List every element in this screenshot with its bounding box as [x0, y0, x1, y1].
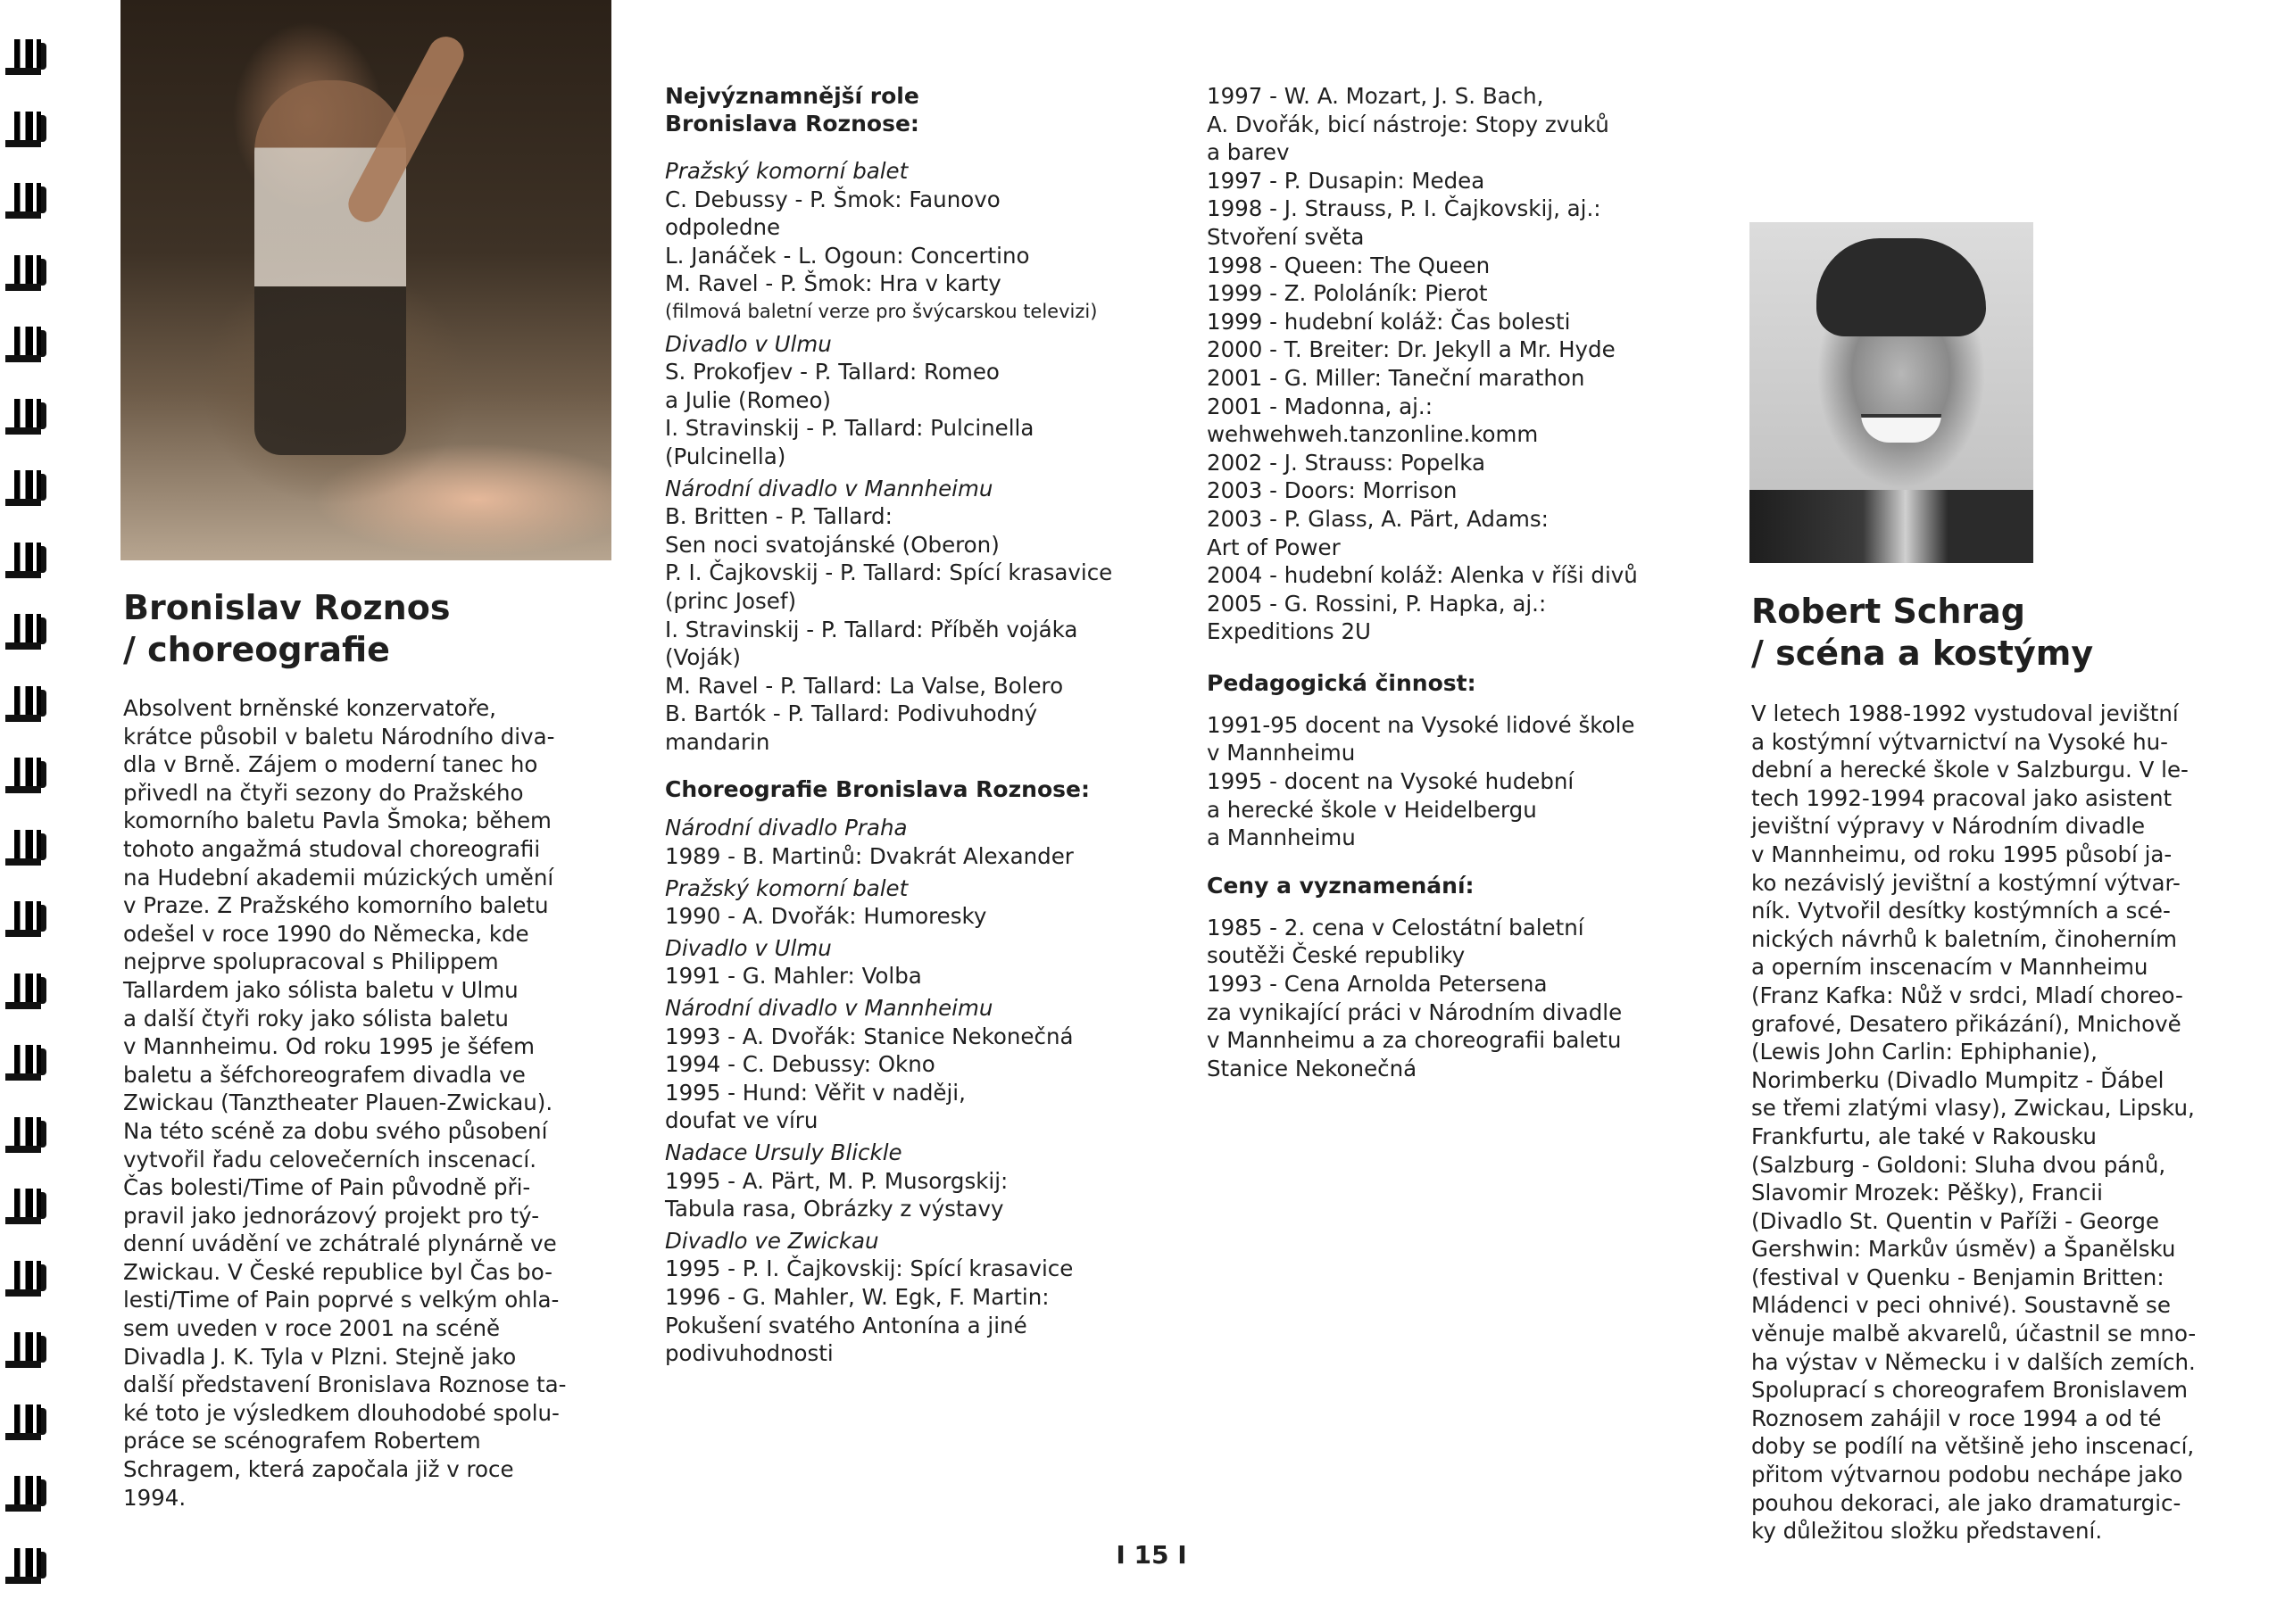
work-line: P. I. Čajkovskij - P. Tallard: Spící krasavice: [665, 559, 1113, 586]
ring-lip: [5, 930, 41, 937]
list-line: 2003 - Doors: Morrison: [1207, 477, 1458, 504]
venue-name: Divadlo v Ulmu: [665, 330, 832, 357]
work-line: L. Janáček - L. Ogoun: Concertino: [665, 242, 1030, 269]
ring-lip: [5, 427, 41, 435]
bio-line: v Mannheimu. Od roku 1995 je šéfem: [123, 1033, 535, 1060]
list-block: [1207, 914, 1638, 1083]
right-heading-name: Robert Schrag: [1751, 592, 2026, 631]
ring-tail: [41, 1408, 46, 1435]
work-line: odpoledne: [665, 214, 781, 241]
ring-tail: [41, 1264, 46, 1291]
venue-group: [665, 157, 1112, 327]
section-heading-line: Nejvýznamnější role: [665, 83, 919, 109]
work-line: 1995 - P. I. Čajkovskij: Spící krasavice: [665, 1255, 1074, 1282]
work-line: 1993 - A. Dvořák: Stanice Nekonečná: [665, 1023, 1074, 1049]
section-heading: Pedagogická činnost:: [1207, 669, 1476, 696]
bio-line: Schragem, která započala již v roce: [123, 1456, 514, 1483]
binding-ring: [5, 1041, 52, 1084]
work-line: mandarin: [665, 728, 770, 755]
dancer-photo: [120, 0, 611, 560]
list-line: 1985 - 2. cena v Celostátní baletní: [1207, 914, 1584, 940]
bio-line: Roznosem zahájil v roce 1994 a od té: [1751, 1404, 2162, 1431]
ring-tail: [41, 330, 46, 357]
section-heading: Ceny a vyznamenání:: [1207, 872, 1475, 899]
bio-line: vytvořil řadu celovečerních inscenací.: [123, 1146, 536, 1172]
binding-ring: [5, 252, 52, 294]
binding-ring: [5, 395, 52, 438]
bio-line: Slavomir Mrozek: Pěšky), Francii: [1751, 1180, 2103, 1206]
section-heading-line: Bronislava Roznose:: [665, 111, 919, 137]
ring-tail: [41, 761, 46, 788]
ring-lip: [5, 355, 41, 362]
bio-line: Mládenci v peci ohnivé). Soustavně se: [1751, 1292, 2171, 1319]
binding-ring: [5, 754, 52, 797]
bio-line: a kostýmní výtvarnictví na Vysoké hu-: [1751, 728, 2168, 755]
work-line: 1989 - B. Martinů: Dvakrát Alexander: [665, 843, 1074, 870]
bio-line: (Lewis John Carlin: Ephiphanie),: [1751, 1039, 2098, 1065]
list-line: 1997 - W. A. Mozart, J. S. Bach,: [1207, 83, 1544, 109]
binding-ring: [5, 898, 52, 940]
work-line: B. Britten - P. Tallard:: [665, 503, 893, 530]
list-line: Stvoření světa: [1207, 223, 1365, 250]
work-line: Pokušení svatého Antonína a jiné: [665, 1312, 1027, 1338]
bio-line: v Praze. Z Pražského komorního baletu: [123, 892, 549, 919]
bio-line: tech 1992-1994 pracoval jako asistent: [1751, 784, 2173, 811]
ring-lip: [5, 1504, 41, 1512]
ring-lip: [5, 642, 41, 650]
work-line: doufat ve víru: [665, 1107, 818, 1134]
bio-line: Čas bolesti/Time of Pain původně při-: [123, 1174, 531, 1201]
ring-tail: [41, 690, 46, 717]
bio-line: Zwickau. V České republice byl Čas bo-: [123, 1258, 553, 1285]
bio-line: doby se podílí na většině jeho inscenací,: [1751, 1433, 2195, 1460]
bio-line: (Salzburg - Goldoni: Sluha dvou pánů,: [1751, 1151, 2166, 1178]
binding-ring: [5, 826, 52, 869]
bio-line: Na této scéně za dobu svého působení: [123, 1117, 548, 1144]
bio-line: 1994.: [123, 1484, 187, 1511]
venue-name: Národní divadlo Praha: [665, 815, 908, 841]
work-note: (filmová baletní verze pro švýcarskou televizi): [665, 300, 1098, 322]
bio-line: ké toto je výsledkem dlouhodobé spolu-: [123, 1399, 560, 1426]
binding-ring: [5, 970, 52, 1013]
page-number: I 15 I: [1116, 1540, 1187, 1570]
bio-line: v Mannheimu, od roku 1995 působí ja-: [1751, 841, 2173, 867]
ring-tail: [41, 833, 46, 860]
bio-line: jevištní výpravy v Národním divadle: [1751, 813, 2146, 840]
ring-lip: [5, 786, 41, 793]
list-line: a Mannheimu: [1207, 824, 1356, 851]
bio-line: na Hudební akademii múzických umění: [123, 864, 554, 891]
ring-tail: [41, 186, 46, 213]
bio-line: se třemi zlatými vlasy), Zwickau, Lipsku,: [1751, 1095, 2195, 1122]
venue-group: [665, 994, 1112, 1135]
bio-line: přivedl na čtyři sezony do Pražského: [123, 779, 524, 806]
work-line: (Pulcinella): [665, 443, 786, 469]
venue-group: [665, 1227, 1112, 1368]
ring-tail: [41, 474, 46, 501]
list-line: a barev: [1207, 139, 1290, 166]
work-line: (Voják): [665, 644, 741, 671]
bio-line: baletu a šéfchoreografem divadla ve: [123, 1061, 526, 1088]
bio-line: pouhou dekoraci, ale jako dramaturgic-: [1751, 1489, 2181, 1516]
venue-group: [665, 874, 1112, 931]
binding-ring: [5, 539, 52, 582]
binding-ring: [5, 1257, 52, 1300]
bio-line: další představení Bronislava Roznose ta-: [123, 1371, 567, 1398]
ring-lip: [5, 1073, 41, 1081]
list-line: Art of Power: [1207, 534, 1341, 560]
ring-lip: [5, 211, 41, 219]
section-heading: [665, 82, 1112, 137]
list-line: 1999 - hudební koláž: Čas bolesti: [1207, 308, 1571, 335]
left-heading-name: Bronislav Roznos: [123, 588, 451, 627]
bio-line: a operním inscenacím v Mannheimu: [1751, 954, 2148, 981]
bio-line: Tallardem jako sólista baletu v Ulmu: [123, 976, 519, 1003]
ring-lip: [5, 1289, 41, 1297]
work-line: 1995 - Hund: Věřit v naději,: [665, 1079, 966, 1106]
ring-tail: [41, 1048, 46, 1075]
binding-ring: [5, 323, 52, 366]
ring-tail: [41, 1336, 46, 1363]
list-line: 1998 - Queen: The Queen: [1207, 252, 1491, 278]
bio-line: denní uvádění ve zchátralé plynárně ve: [123, 1230, 557, 1257]
venue-group: [665, 475, 1112, 757]
ring-lip: [5, 1433, 41, 1440]
right-bio: [1751, 700, 2196, 1545]
list-line: 2001 - Madonna, aj.:: [1207, 393, 1433, 419]
bio-line: přitom výtvarnou podobu nechápe jako: [1751, 1462, 2183, 1488]
list-line: 1993 - Cena Arnolda Petersena: [1207, 971, 1548, 998]
bio-line: Absolvent brněnské konzervatoře,: [123, 695, 496, 721]
ring-lip: [5, 1361, 41, 1368]
bio-line: Zwickau (Tanztheater Plauen-Zwickau).: [123, 1090, 553, 1116]
binding-ring: [5, 1329, 52, 1371]
bio-line: komorního baletu Pavla Šmoka; během: [123, 808, 552, 834]
list-line: 1995 - docent na Vysoké hudební: [1207, 768, 1575, 795]
bio-line: Spoluprací s choreografem Bronislavem: [1751, 1377, 2188, 1404]
bio-line: a další čtyři roky jako sólista baletu: [123, 1005, 509, 1032]
portrait-smile: [1861, 414, 1941, 443]
list-line: wehwehweh.tanzonline.komm: [1207, 421, 1539, 448]
binding-ring: [5, 1114, 52, 1156]
bio-line: dební a herecké škole v Salzburgu. V le-: [1751, 757, 2189, 783]
bio-line: tohoto angažmá studoval choreografii: [123, 835, 541, 862]
portrait-hair: [1816, 238, 1986, 336]
work-line: I. Stravinskij - P. Tallard: Příběh vojáka: [665, 616, 1078, 642]
binding-ring: [5, 1472, 52, 1515]
list-line: Stanice Nekonečná: [1207, 1055, 1417, 1081]
venue-group: [665, 934, 1112, 990]
work-line: (princ Josef): [665, 587, 797, 614]
venue-name: Národní divadlo v Mannheimu: [665, 995, 993, 1022]
ring-lip: [5, 1146, 41, 1153]
binding-ring: [5, 610, 52, 653]
venue-name: Divadlo v Ulmu: [665, 934, 832, 961]
bio-line: Norimberku (Divadlo Mumpitz - Ďábel: [1751, 1066, 2165, 1093]
list-line: 2001 - G. Miller: Taneční marathon: [1207, 364, 1585, 391]
binding-ring: [5, 467, 52, 510]
ring-tail: [41, 1192, 46, 1219]
bio-line: pravil jako jednorázový projekt pro tý-: [123, 1202, 540, 1229]
work-line: 1996 - G. Mahler, W. Egk, F. Martin:: [665, 1283, 1050, 1310]
bio-line: nických návrhů k baletním, činoherním: [1751, 925, 2177, 952]
ring-tail: [41, 1552, 46, 1578]
list-line: 2002 - J. Strauss: Popelka: [1207, 449, 1486, 476]
bio-line: ník. Vytvořil desítky kostýmních a scé-: [1751, 898, 2171, 924]
ring-tail: [41, 259, 46, 286]
ring-lip: [5, 1217, 41, 1224]
work-line: podivuhodnosti: [665, 1340, 834, 1367]
ring-lip: [5, 68, 41, 75]
work-line: C. Debussy - P. Šmok: Faunovo: [665, 186, 1001, 212]
venue-group: [665, 814, 1112, 870]
work-line: Tabula rasa, Obrázky z výstavy: [665, 1196, 1004, 1222]
bio-line: ko nezávislý jevištní a kostýmní výtvar-: [1751, 869, 2181, 896]
ring-tail: [41, 617, 46, 644]
work-line: 1990 - A. Dvořák: Humoresky: [665, 903, 987, 930]
venue-name: Pražský komorní balet: [665, 158, 909, 184]
binding-ring: [5, 1401, 52, 1444]
list-line: Expeditions 2U: [1207, 618, 1371, 645]
ring-tail: [41, 546, 46, 573]
ring-tail: [41, 43, 46, 70]
right-heading-role: / scéna a kostýmy: [1751, 634, 2094, 673]
work-line: Sen noci svatojánské (Oberon): [665, 531, 1000, 558]
bio-line: práce se scénografem Robertem: [123, 1428, 481, 1454]
binding-ring: [5, 179, 52, 222]
right-heading: [1751, 591, 2093, 675]
bio-line: ky důležitou složku představení.: [1751, 1518, 2103, 1545]
venue-group: [665, 330, 1112, 471]
list-line: 2005 - G. Rossini, P. Hapka, aj.:: [1207, 590, 1547, 617]
spiral-binding: [0, 36, 57, 1624]
middle-column: [665, 82, 1112, 1368]
work-line: M. Ravel - P. Tallard: La Valse, Bolero: [665, 672, 1064, 699]
bio-line: krátce působil v baletu Národního diva-: [123, 723, 555, 750]
list-line: 1998 - J. Strauss, P. I. Čajkovskij, aj.:: [1207, 195, 1601, 222]
ring-tail: [41, 1479, 46, 1506]
bio-line: grafové, Desatero přikázání), Mnichově: [1751, 1010, 2181, 1037]
work-line: a Julie (Romeo): [665, 386, 831, 413]
list-line: A. Dvořák, bicí nástroje: Stopy zvuků: [1207, 111, 1609, 137]
section-heading: Choreografie Bronislava Roznose:: [665, 776, 1090, 803]
bio-line: ha výstav v Německu i v dalších zemích.: [1751, 1348, 2196, 1375]
bio-line: odešel v roce 1990 do Německa, kde: [123, 920, 529, 947]
ring-lip: [5, 1002, 41, 1009]
ring-tail: [41, 1121, 46, 1148]
bio-line: nejprve spolupracoval s Philippem: [123, 949, 499, 975]
venue-name: Divadlo ve Zwickau: [665, 1227, 879, 1254]
work-line: M. Ravel - P. Šmok: Hra v karty: [665, 270, 1001, 297]
list-line: 1991-95 docent na Vysoké lidové škole: [1207, 711, 1635, 738]
left-bio: [123, 694, 566, 1512]
bio-line: sem uveden v roce 2001 na scéně: [123, 1315, 501, 1342]
ring-lip: [5, 715, 41, 722]
bio-line: věnuje malbě akvarelů, účastnil se mno-: [1751, 1321, 2197, 1347]
bio-line: Divadla J. K. Tyla v Plzni. Stejně jako: [123, 1343, 517, 1370]
bio-line: V letech 1988-1992 vystudoval jevištní: [1751, 700, 2179, 726]
list-block: [1207, 711, 1638, 852]
binding-ring: [5, 108, 52, 151]
bio-line: (Franz Kafka: Nůž v srdci, Mladí choreo-: [1751, 982, 2183, 1008]
venue-name: Národní divadlo v Mannheimu: [665, 475, 993, 501]
bio-line: (festival v Quenku - Benjamin Britten:: [1751, 1264, 2165, 1290]
ring-tail: [41, 402, 46, 429]
bio-line: dla v Brně. Zájem o moderní tanec ho: [123, 751, 538, 778]
binding-ring: [5, 683, 52, 725]
ring-tail: [41, 905, 46, 932]
list-line: 2004 - hudební koláž: Alenka v říši divů: [1207, 562, 1638, 589]
binding-ring: [5, 1545, 52, 1587]
binding-ring: [5, 1185, 52, 1228]
bio-line: lesti/Time of Pain poprvé s velkým ohla-: [123, 1287, 560, 1313]
work-line: I. Stravinskij - P. Tallard: Pulcinella: [665, 415, 1034, 442]
list-line: a herecké škole v Heidelbergu: [1207, 796, 1537, 823]
list-line: soutěži České republiky: [1207, 942, 1466, 969]
work-line: 1994 - C. Debussy: Okno: [665, 1051, 935, 1078]
list-line: v Mannheimu: [1207, 740, 1356, 766]
binding-ring: [5, 36, 52, 79]
list-line: 1999 - Z. Pololáník: Pierot: [1207, 280, 1488, 307]
bio-line: Frankfurtu, ale také v Rakousku: [1751, 1123, 2097, 1149]
venue-group: [665, 1139, 1112, 1223]
left-heading-role: / choreografie: [123, 630, 390, 669]
list-block: [1207, 82, 1638, 646]
third-column: [1207, 82, 1638, 1082]
work-line: 1991 - G. Mahler: Volba: [665, 963, 922, 990]
bio-line: Gershwin: Markův úsměv) a Španělsku: [1751, 1236, 2176, 1263]
portrait-photo: [1749, 222, 2033, 563]
list-line: v Mannheimu a za choreografii baletu: [1207, 1027, 1622, 1054]
left-heading: [123, 587, 450, 671]
portrait-shirt: [1749, 490, 2033, 563]
ring-lip: [5, 858, 41, 866]
list-line: 2003 - P. Glass, A. Pärt, Adams:: [1207, 505, 1549, 532]
work-line: 1995 - A. Pärt, M. P. Musorgskij:: [665, 1167, 1009, 1194]
list-line: za vynikající práci v Národním divadle: [1207, 998, 1623, 1025]
ring-lip: [5, 571, 41, 578]
work-line: S. Prokofjev - P. Tallard: Romeo: [665, 359, 1000, 385]
list-line: 2000 - T. Breiter: Dr. Jekyll a Mr. Hyde: [1207, 336, 1616, 363]
ring-tail: [41, 977, 46, 1004]
bio-line: (Divadlo St. Quentin v Paříži - George: [1751, 1207, 2160, 1234]
venue-name: Nadace Ursuly Blickle: [665, 1139, 902, 1165]
ring-lip: [5, 140, 41, 147]
ring-tail: [41, 115, 46, 142]
venue-name: Pražský komorní balet: [665, 874, 909, 901]
ring-lip: [5, 1577, 41, 1584]
ring-lip: [5, 499, 41, 506]
ring-lip: [5, 284, 41, 291]
work-line: B. Bartók - P. Tallard: Podivuhodný: [665, 700, 1038, 727]
list-line: 1997 - P. Dusapin: Medea: [1207, 167, 1485, 194]
